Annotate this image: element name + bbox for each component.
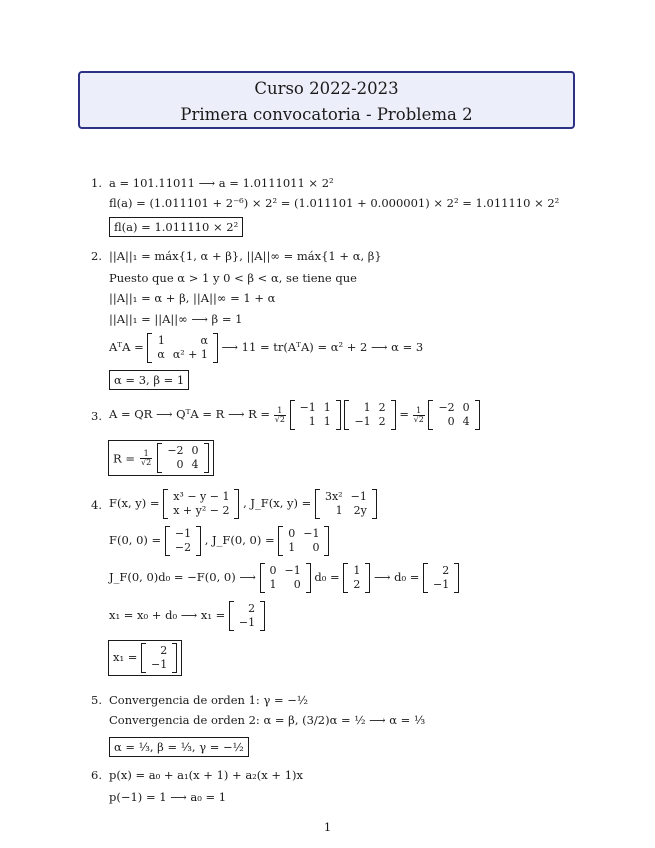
matrix-cell: 1 <box>269 578 277 591</box>
problem-2-number: 2. <box>91 249 102 263</box>
matrix-cell: α² + 1 <box>172 348 208 361</box>
problem-1-answer <box>109 217 243 237</box>
problem-3-answer-box <box>108 440 214 476</box>
matrix-cell: 1 <box>353 564 361 577</box>
p4-l3-prefix: J_F(0, 0)d₀ = −F(0, 0) ⟶ <box>109 570 256 584</box>
matrix-cell: 1 <box>363 401 371 414</box>
matrix-cell: 4 <box>191 458 199 471</box>
p4-l1-mid: , J_F(x, y) = <box>243 496 312 510</box>
matrix-cell: 1 <box>157 334 165 347</box>
p4-l4-matrix <box>229 602 265 630</box>
p3-equals: = <box>399 407 409 421</box>
matrix-cell: 2 <box>378 401 386 414</box>
matrix-cell: 2y <box>353 504 367 517</box>
matrix-cell: 2 <box>378 415 386 428</box>
problem-5-line-2: Convergencia de orden 2: α = β, (3/2)α = ½ ⟶ α = ⅓ <box>109 713 426 727</box>
problem-3-line-1 <box>109 401 480 429</box>
matrix-cell: 4 <box>462 415 470 428</box>
frac-num: 1 <box>274 407 286 416</box>
problem-4-line-2 <box>109 527 329 555</box>
matrix-cell: 0 <box>462 401 470 414</box>
frac-num: 1 <box>413 407 425 416</box>
p4-l3-matrix-1 <box>260 564 311 592</box>
matrix-cell: x³ − y − 1 <box>173 490 230 503</box>
fraction <box>413 407 425 424</box>
header-box <box>78 71 575 129</box>
problem-5-line-1: Convergencia de orden 1: γ = −½ <box>109 693 309 707</box>
matrix-cell: −1 <box>174 527 192 540</box>
matrix-cell: 0 <box>312 541 320 554</box>
matrix-cell: 0 <box>191 444 199 457</box>
matrix-cell: 0 <box>269 564 277 577</box>
problem-4-line-3 <box>109 564 459 592</box>
p4-l2-matrix-2 <box>278 527 329 555</box>
problem-2-line-4: ||A||₁ = ||A||∞ ⟶ β = 1 <box>109 312 243 326</box>
matrix-cell: α <box>200 334 208 347</box>
problem-1-line-1: a = 101.11011 ⟶ a = 1.0111011 × 2² <box>109 176 334 190</box>
p2-prefix: AᵀA = <box>109 340 144 354</box>
answer-box: fl(a) = 1.011110 × 2² <box>109 217 243 237</box>
answer-box: α = 3, β = 1 <box>109 370 189 390</box>
p4-l2-prefix: F(0, 0) = <box>109 533 162 547</box>
p3-answer-matrix <box>157 444 208 472</box>
fraction <box>274 407 286 424</box>
problem-2-line-5 <box>109 334 423 362</box>
matrix-cell: 2 <box>442 564 450 577</box>
p4-l1-prefix: F(x, y) = <box>109 496 160 510</box>
problem-4-line-4 <box>109 602 265 630</box>
matrix-cell: −1 <box>284 564 301 577</box>
p4-l4-prefix: x₁ = x₀ + d₀ ⟶ x₁ = <box>109 608 226 622</box>
problem-4-answer-box <box>108 640 182 676</box>
problem-2-line-2: Puesto que α > 1 y 0 < β < α, se tiene que <box>109 271 357 285</box>
p3-matrix-3 <box>428 401 479 429</box>
matrix-cell: α <box>157 348 165 361</box>
p4-l3-mid: d₀ = <box>314 570 340 584</box>
p4-answer-matrix <box>141 644 177 672</box>
matrix-cell: 3x² <box>324 490 343 503</box>
matrix-cell: 1 <box>308 415 316 428</box>
matrix-cell: 0 <box>293 578 301 591</box>
problem-5-answer <box>109 737 249 757</box>
page-number: 1 <box>323 820 332 834</box>
matrix-cell: −1 <box>238 616 256 629</box>
problem-4-number: 4. <box>91 498 102 512</box>
frac-den: √2 <box>274 414 285 424</box>
p4-l3-mid2: ⟶ d₀ = <box>373 570 420 584</box>
p3-matrix-2 <box>344 401 395 429</box>
matrix-cell: 0 <box>447 415 455 428</box>
problem-1-line-2: fl(a) = (1.011101 + 2⁻⁶) × 2² = (1.011101 + 0.000001) × 2² = 1.011110 × 2² <box>109 196 560 210</box>
matrix-cell: x + y² − 2 <box>173 504 230 517</box>
frac-den: √2 <box>141 457 152 467</box>
problem-2-line-3: ||A||₁ = α + β, ||A||∞ = 1 + α <box>109 291 276 305</box>
matrix-cell: −2 <box>438 401 455 414</box>
matrix-cell: −2 <box>174 541 192 554</box>
problem-4-line-1 <box>109 490 377 518</box>
matrix-cell: −1 <box>299 401 316 414</box>
matrix-cell: −1 <box>151 658 168 671</box>
problem-2-line-1: ||A||₁ = máx{1, α + β}, ||A||∞ = máx{1 + α, β} <box>109 249 382 263</box>
problem-6-number: 6. <box>91 768 102 782</box>
problem-title: Primera convocatoria - Problema 2 <box>180 105 473 124</box>
p4-l3-matrix-3 <box>423 564 459 592</box>
matrix-cell: 0 <box>176 458 184 471</box>
matrix-cell: 1 <box>288 541 296 554</box>
problem-3-number: 3. <box>91 409 102 423</box>
matrix-cell: −1 <box>354 415 371 428</box>
problem-6-line-1: p(x) = a₀ + a₁(x + 1) + a₂(x + 1)x <box>109 768 303 782</box>
problem-5-number: 5. <box>91 693 102 707</box>
p4-l1-matrix-2 <box>315 490 377 518</box>
matrix-cell: 2 <box>248 602 256 615</box>
matrix-cell: 1 <box>323 401 331 414</box>
course-title: Curso 2022-2023 <box>254 79 399 98</box>
matrix-cell: 2 <box>353 578 361 591</box>
p4-l2-mid: , J_F(0, 0) = <box>204 533 275 547</box>
p3-matrix-1 <box>290 401 341 429</box>
problem-2-answer <box>109 370 189 390</box>
p3-prefix: A = QR ⟶ QᵀA = R ⟶ R = <box>109 407 271 421</box>
p4-answer-prefix: x₁ = <box>113 650 138 664</box>
p4-l2-matrix-1 <box>165 527 201 555</box>
matrix-cell: −1 <box>433 578 450 591</box>
matrix-cell: 2 <box>160 644 168 657</box>
matrix-cell: 1 <box>323 415 331 428</box>
matrix-cell: 1 <box>335 504 343 517</box>
p2-suffix: ⟶ 11 = tr(AᵀA) = α² + 2 ⟶ α = 3 <box>221 340 424 354</box>
answer-box: α = ⅓, β = ⅓, γ = −½ <box>109 737 249 757</box>
frac-den: √2 <box>413 414 424 424</box>
fraction <box>140 450 152 467</box>
p4-l3-matrix-2 <box>343 564 370 592</box>
matrix-cell: −1 <box>303 527 320 540</box>
frac-num: 1 <box>140 450 152 459</box>
p2-matrix <box>147 334 217 362</box>
matrix-cell: −1 <box>350 490 367 503</box>
p4-l1-matrix-1 <box>163 490 239 518</box>
matrix-cell: −2 <box>167 444 184 457</box>
p3-answer-prefix: R = <box>113 451 135 466</box>
matrix-cell: 0 <box>288 527 296 540</box>
problem-1-number: 1. <box>91 176 102 190</box>
problem-6-line-2: p(−1) = 1 ⟶ a₀ = 1 <box>109 790 227 804</box>
